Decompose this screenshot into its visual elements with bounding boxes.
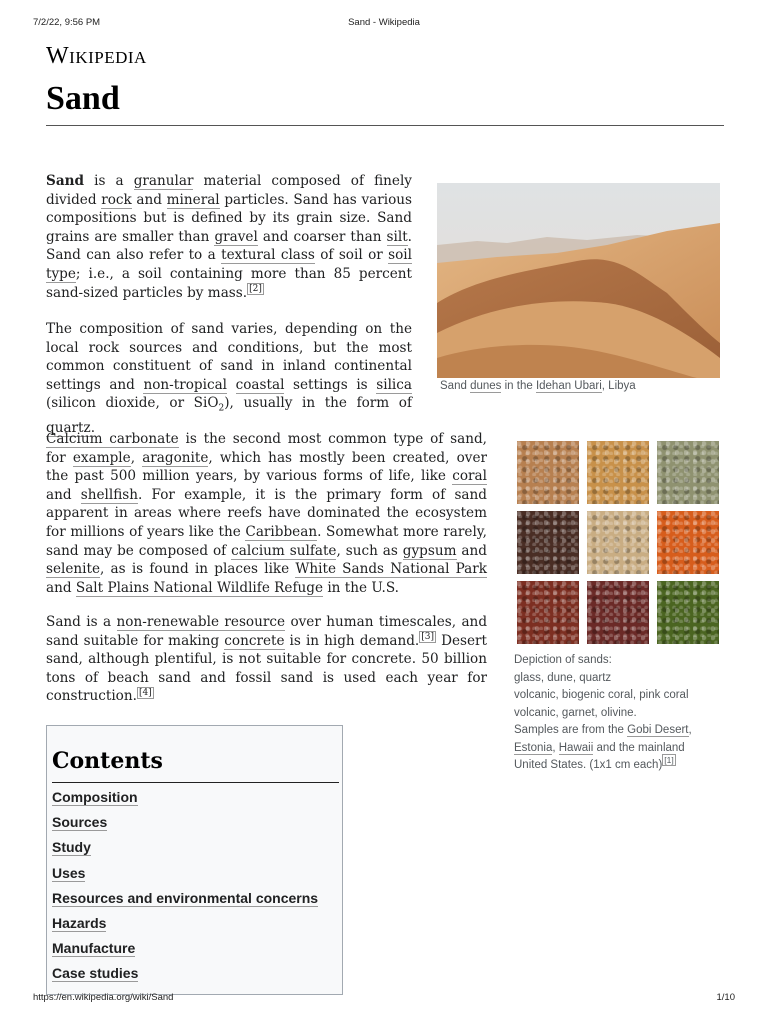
caption-line: [514, 722, 726, 740]
text: United States. (1x1 cm each): [514, 759, 663, 771]
calcium-carbonate-paragraph: [46, 430, 487, 597]
link-non-renewable-resource[interactable]: non-renewable resource: [116, 614, 286, 630]
text: particles. Sand has various compositions but is defined by its grain size. Sand grains are smaller than: [46, 191, 412, 245]
caption-line: volcanic, garnet, olivine.: [514, 706, 637, 719]
toc-item-hazards[interactable]: [52, 915, 318, 940]
toc-item-composition[interactable]: [52, 789, 318, 814]
citation-2[interactable]: [2]: [249, 284, 262, 295]
toc-item-label[interactable]: Composition: [52, 789, 138, 805]
resource-paragraph: [46, 613, 487, 706]
link-aragonite[interactable]: aragonite: [142, 449, 209, 466]
link-calcium-carbonate[interactable]: Calcium carbonate: [46, 431, 179, 447]
citation-3[interactable]: [3]: [421, 632, 435, 643]
toc-item-label[interactable]: Sources: [52, 814, 108, 831]
link-white-sands[interactable]: White Sands National Park: [295, 561, 487, 578]
text: of soil or: [314, 247, 389, 264]
link-mineral[interactable]: mineral: [166, 191, 220, 208]
caption-line: [514, 740, 726, 758]
print-page-title: Sand - Wikipedia: [348, 17, 420, 28]
wikipedia-wordmark[interactable]: Wikipedia: [46, 43, 147, 69]
link-rock[interactable]: rock: [101, 191, 132, 208]
text: ), usually in the form of: [224, 395, 412, 412]
caption-line: Depiction of sands:: [514, 654, 612, 666]
sand-sample-biogenic-coral: [587, 511, 649, 574]
dunes-caption: [440, 380, 636, 392]
citation-1[interactable]: [1]: [664, 755, 674, 766]
link-dunes[interactable]: dunes: [470, 380, 502, 392]
toc-item-study[interactable]: [52, 839, 318, 864]
text: , as is found in places like: [100, 561, 296, 578]
sand-sample-dune: [587, 441, 649, 504]
citation-4[interactable]: [4]: [138, 687, 152, 698]
caption-line: glass, dune, quartz: [514, 671, 612, 684]
link-gypsum[interactable]: gypsum: [402, 542, 457, 559]
link-gobi-desert[interactable]: Gobi Desert: [627, 724, 689, 736]
subscript: 2: [218, 404, 225, 415]
link-textural-class[interactable]: textural class: [221, 247, 315, 264]
toc-item-label[interactable]: Uses: [52, 864, 86, 881]
text: and the mainland: [593, 741, 685, 754]
text: and: [131, 191, 167, 208]
text: in the: [501, 380, 536, 392]
link-silica[interactable]: silica: [376, 376, 412, 393]
link-calcium-sulfate[interactable]: calcium sulfate: [231, 542, 337, 559]
text: .: [90, 419, 96, 436]
link-coastal[interactable]: coastal: [235, 376, 285, 393]
sand-samples-image[interactable]: [517, 441, 717, 646]
text: Sand: [440, 380, 471, 392]
sand-sample-quartz: [657, 441, 719, 504]
intro-paragraph: [46, 172, 412, 302]
text: is a: [84, 173, 134, 189]
samples-caption: [514, 652, 726, 775]
text: ,: [130, 449, 143, 466]
link-granular[interactable]: granular: [133, 173, 194, 189]
page-title: Sand: [46, 80, 120, 117]
link-selenite[interactable]: selenite: [46, 561, 101, 578]
link-gravel[interactable]: gravel: [214, 228, 258, 245]
bold-term: Sand: [46, 173, 85, 189]
text: is in high demand.: [284, 632, 420, 649]
sand-sample-volcanic: [517, 511, 579, 574]
link-concrete[interactable]: concrete: [224, 632, 285, 649]
text: . For example, it is the primary form of sand apparent in areas where reefs have dominated the ecosystem for millions of years like the: [46, 486, 487, 540]
text: ,: [688, 724, 692, 736]
text: settings is: [284, 376, 377, 393]
print-date: 7/2/22, 9:56 PM: [33, 17, 101, 28]
link-quartz[interactable]: quartz: [46, 419, 91, 436]
sand-sample-pink-coral: [657, 511, 719, 574]
toc-title: Contents: [52, 748, 163, 774]
text: The composition of sand varies, depending on the local rock sources and conditions, but the most common constituent of sand in inland continental settings and: [46, 321, 412, 393]
table-of-contents: [46, 725, 343, 995]
toc-item-case-studies[interactable]: [52, 965, 318, 990]
link-idehan-ubari[interactable]: Idehan Ubari: [535, 380, 602, 392]
link-estonia[interactable]: Estonia: [514, 741, 553, 754]
text: and: [46, 579, 76, 596]
link-shellfish[interactable]: shellfish: [80, 486, 139, 503]
toc-item-manufacture[interactable]: [52, 940, 318, 965]
caption-line: volcanic, biogenic coral, pink coral: [514, 689, 689, 701]
text: Sand is a: [46, 614, 117, 630]
dunes-illustration: [437, 183, 720, 378]
sand-sample-olivine: [657, 581, 719, 644]
toc-item-label[interactable]: Case studies: [52, 965, 139, 982]
text: and: [46, 486, 81, 503]
sand-sample-garnet: [587, 581, 649, 644]
toc-list: [52, 789, 318, 991]
sand-sample-volcanic: [517, 581, 579, 644]
text: . Somewhat more rarely, sand may be composed of: [46, 523, 487, 559]
link-silt[interactable]: silt: [386, 228, 408, 245]
text: over human timescales, and sand suitable for making: [46, 614, 488, 649]
link-salt-plains[interactable]: Salt Plains National Wildlife Refuge: [75, 579, 323, 596]
print-page-number: 1/10: [716, 992, 735, 1003]
link-soil-type[interactable]: soil type: [46, 247, 412, 282]
caption-line: [514, 757, 726, 775]
text: material composed of finely divided: [46, 173, 412, 208]
link-hawaii[interactable]: Hawaii: [558, 741, 594, 754]
text: , Libya: [601, 380, 636, 392]
toc-item-resources[interactable]: [52, 890, 318, 915]
link-caribbean[interactable]: Caribbean: [245, 523, 318, 540]
text: (silicon dioxide, or SiO: [46, 395, 219, 412]
toc-item-label[interactable]: Manufacture: [52, 940, 136, 957]
title-divider: [46, 125, 724, 126]
link-non-tropical[interactable]: non-tropical: [143, 376, 228, 393]
sand-dunes-image[interactable]: [437, 183, 720, 378]
toc-divider: [52, 782, 339, 783]
text: and: [456, 542, 487, 559]
text: is the second most common type of sand, for: [46, 431, 487, 466]
text: , which has mostly been created, over the past 500 million years, by various forms of life, like: [46, 449, 487, 485]
text: ; i.e., a soil containing more than 85 percent sand-sized particles by mass.: [46, 265, 412, 301]
text: in the U.S.: [323, 579, 400, 596]
text: Samples are from the: [514, 724, 628, 736]
text: ,: [552, 741, 559, 754]
sand-sample-glass: [517, 441, 579, 504]
toc-item-label[interactable]: Hazards: [52, 914, 107, 931]
link-example[interactable]: example: [72, 449, 131, 466]
toc-item-label[interactable]: Resources and environmental concerns: [52, 889, 319, 906]
toc-item-label[interactable]: Study: [52, 839, 91, 856]
text: Desert sand, although plentiful, is not suitable for concrete. 50 billion tons of beach sand and fossil sand is used each year for construction.: [46, 632, 488, 705]
text: , such as: [336, 542, 403, 559]
toc-item-uses[interactable]: [52, 865, 318, 890]
text: and coarser than: [257, 228, 387, 245]
composition-paragraph: [46, 320, 412, 437]
text: [227, 377, 236, 393]
link-coral[interactable]: coral: [452, 468, 487, 485]
print-url: https://en.wikipedia.org/wiki/Sand: [33, 992, 174, 1003]
toc-item-sources[interactable]: [52, 814, 318, 839]
text: . Sand can also refer to a: [46, 228, 412, 264]
